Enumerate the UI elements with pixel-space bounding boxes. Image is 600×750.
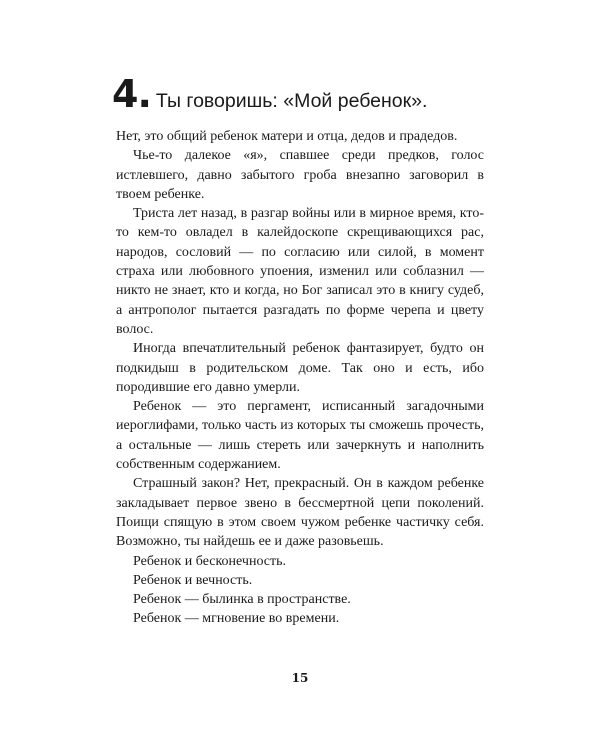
paragraph: Ребенок — это пергамент, исписанный загадочными иероглифами, только часть из которых ты сможешь прочесть, а остальные — лишь стереть или зачеркнуть и наполнить собственным содержанием.: [116, 399, 484, 473]
paragraph: Ребенок и вечность.: [133, 572, 253, 588]
paragraph: Триста лет назад, в разгар войны или в мирное время, кто-то кем-то овладел в калейдоскопе скрещивающихся рас, народов, сословий — по согласию или силой, в момент страха или любовного упоения, изменил или соблазнил — никто не знает, кто и когда, но Бог записал это в книгу судеб, а антрополог пытается разгадать по форме черепа и цвету волос.: [116, 206, 484, 337]
paragraph: Нет, это общий ребенок матери и отца, дедов и прадедов.: [116, 129, 458, 144]
paragraph: Ребенок — мгновение во времени.: [133, 611, 340, 627]
chapter-number: 4.: [112, 72, 151, 116]
paragraph: Иногда впечатлительный ребенок фантазирует, будто он подкидыш в родительском доме. Так оно и есть, ибо породившие его давно умерли.: [116, 341, 484, 395]
paragraph: Страшный закон? Нет, прекрасный. Он в каждом ребенке закладывает первое звено в бессмертной цепи поколений. Поищи спящую в этом своем чужом ребенке частичку себя. Возможно, ты найдешь ее и даже разовьешь.: [116, 476, 484, 550]
chapter-title: Ты говоришь: «Мой ребенок».: [155, 90, 428, 112]
body-text: [116, 127, 484, 629]
paragraph: Чье-то далекое «я», спавшее среди предков, голос истлевшего, давно забытого гроба внезапно заговорил в твоем ребенке.: [116, 148, 484, 202]
paragraph: Ребенок и бесконечность.: [133, 553, 287, 569]
chapter-heading: [112, 74, 492, 121]
paragraph: Ребенок — былинка в пространстве.: [133, 592, 351, 608]
page-number: 15: [291, 671, 309, 685]
